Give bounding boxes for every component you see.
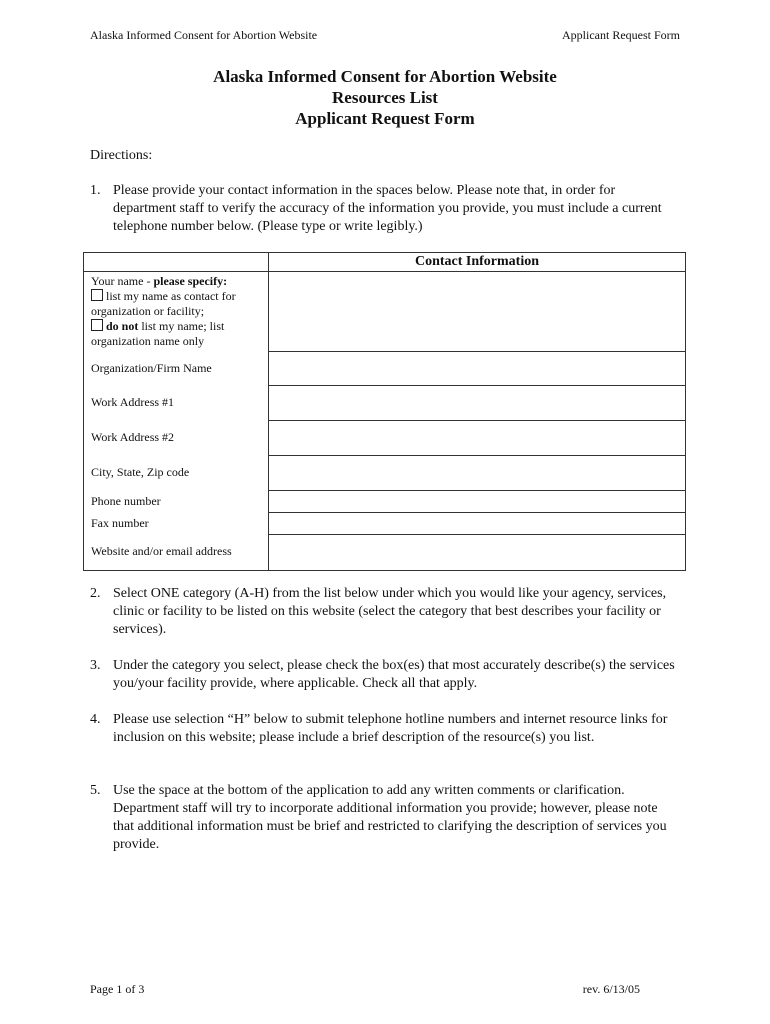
- fax-label: Fax number: [84, 512, 269, 534]
- fax-field[interactable]: [269, 512, 686, 534]
- instruction-number: 1.: [90, 183, 101, 198]
- city-state-zip-field[interactable]: [269, 455, 686, 490]
- running-header-form: Applicant Request Form: [562, 28, 680, 42]
- city-state-zip-label: City, State, Zip code: [84, 455, 269, 490]
- name-label-cell: [84, 272, 269, 352]
- instruction-number: 3.: [90, 658, 101, 673]
- do-not-list-name-checkbox[interactable]: [91, 319, 103, 331]
- instruction-text: Select ONE category (A-H) from the list below under which you would like your agency, services, clinic or facility to be listed on this website (select the category that best describes your facility or services).: [113, 586, 667, 637]
- directions-label: Directions:: [90, 148, 153, 163]
- work-address-2-label: Work Address #2: [84, 420, 269, 455]
- instruction-5: [90, 782, 680, 854]
- title-line-1: Alaska Informed Consent for Abortion Website: [213, 67, 557, 86]
- title-line-2: Resources List: [332, 88, 438, 107]
- instruction-text: Please use selection “H” below to submit telephone hotline numbers and internet resource links for inclusion on this website; please include a brief description of the resource(s) you list.: [113, 712, 668, 745]
- name-label-emphasis: please specify:: [153, 274, 228, 288]
- document-title: [0, 66, 770, 129]
- name-field[interactable]: [269, 272, 686, 352]
- instruction-1: [90, 182, 680, 236]
- contact-information-heading: Contact Information: [269, 253, 686, 272]
- instruction-text: Please provide your contact information in the spaces below. Please note that, in order for department staff to verify the accuracy of the information you provide, you must include a current telephone number below. (Please type or write legibly.): [113, 183, 662, 234]
- page-number: Page 1 of 3: [90, 982, 145, 996]
- organization-field[interactable]: [269, 351, 686, 385]
- instruction-text: Use the space at the bottom of the application to add any written comments or clarification. Department staff will try to incorporate additional information you provide; however, please note that additional information must be brief and restricted to clarifying the description of services you provide.: [113, 783, 667, 852]
- do-not-emphasis: do not: [106, 319, 139, 333]
- phone-label: Phone number: [84, 490, 269, 512]
- instruction-4: [90, 711, 680, 747]
- instruction-3: [90, 657, 680, 693]
- work-address-1-label: Work Address #1: [84, 385, 269, 420]
- list-name-checkbox[interactable]: [91, 289, 103, 301]
- instruction-number: 5.: [90, 783, 101, 798]
- do-not-list-option-text: list my name; list organization name only: [91, 319, 225, 348]
- list-name-option-text: list my name as contact for organization or facility;: [91, 289, 236, 318]
- instruction-number: 4.: [90, 712, 101, 727]
- instruction-text: Under the category you select, please check the box(es) that most accurately describe(s) the services you/your facility provide, where applicable. Check all that apply.: [113, 658, 675, 691]
- website-email-label: Website and/or email address: [84, 534, 269, 570]
- title-line-3: Applicant Request Form: [295, 109, 475, 128]
- work-address-2-field[interactable]: [269, 420, 686, 455]
- instruction-number: 2.: [90, 586, 101, 601]
- work-address-1-field[interactable]: [269, 385, 686, 420]
- instruction-2: [90, 585, 680, 639]
- table-corner: [84, 253, 269, 272]
- name-label: Your name -: [91, 274, 154, 288]
- website-email-field[interactable]: [269, 534, 686, 570]
- org-label: Organization/Firm Name: [84, 351, 269, 385]
- running-header-title: Alaska Informed Consent for Abortion Website: [90, 28, 318, 42]
- phone-field[interactable]: [269, 490, 686, 512]
- revision-date: rev. 6/13/05: [582, 982, 640, 996]
- contact-information-table: [83, 252, 686, 571]
